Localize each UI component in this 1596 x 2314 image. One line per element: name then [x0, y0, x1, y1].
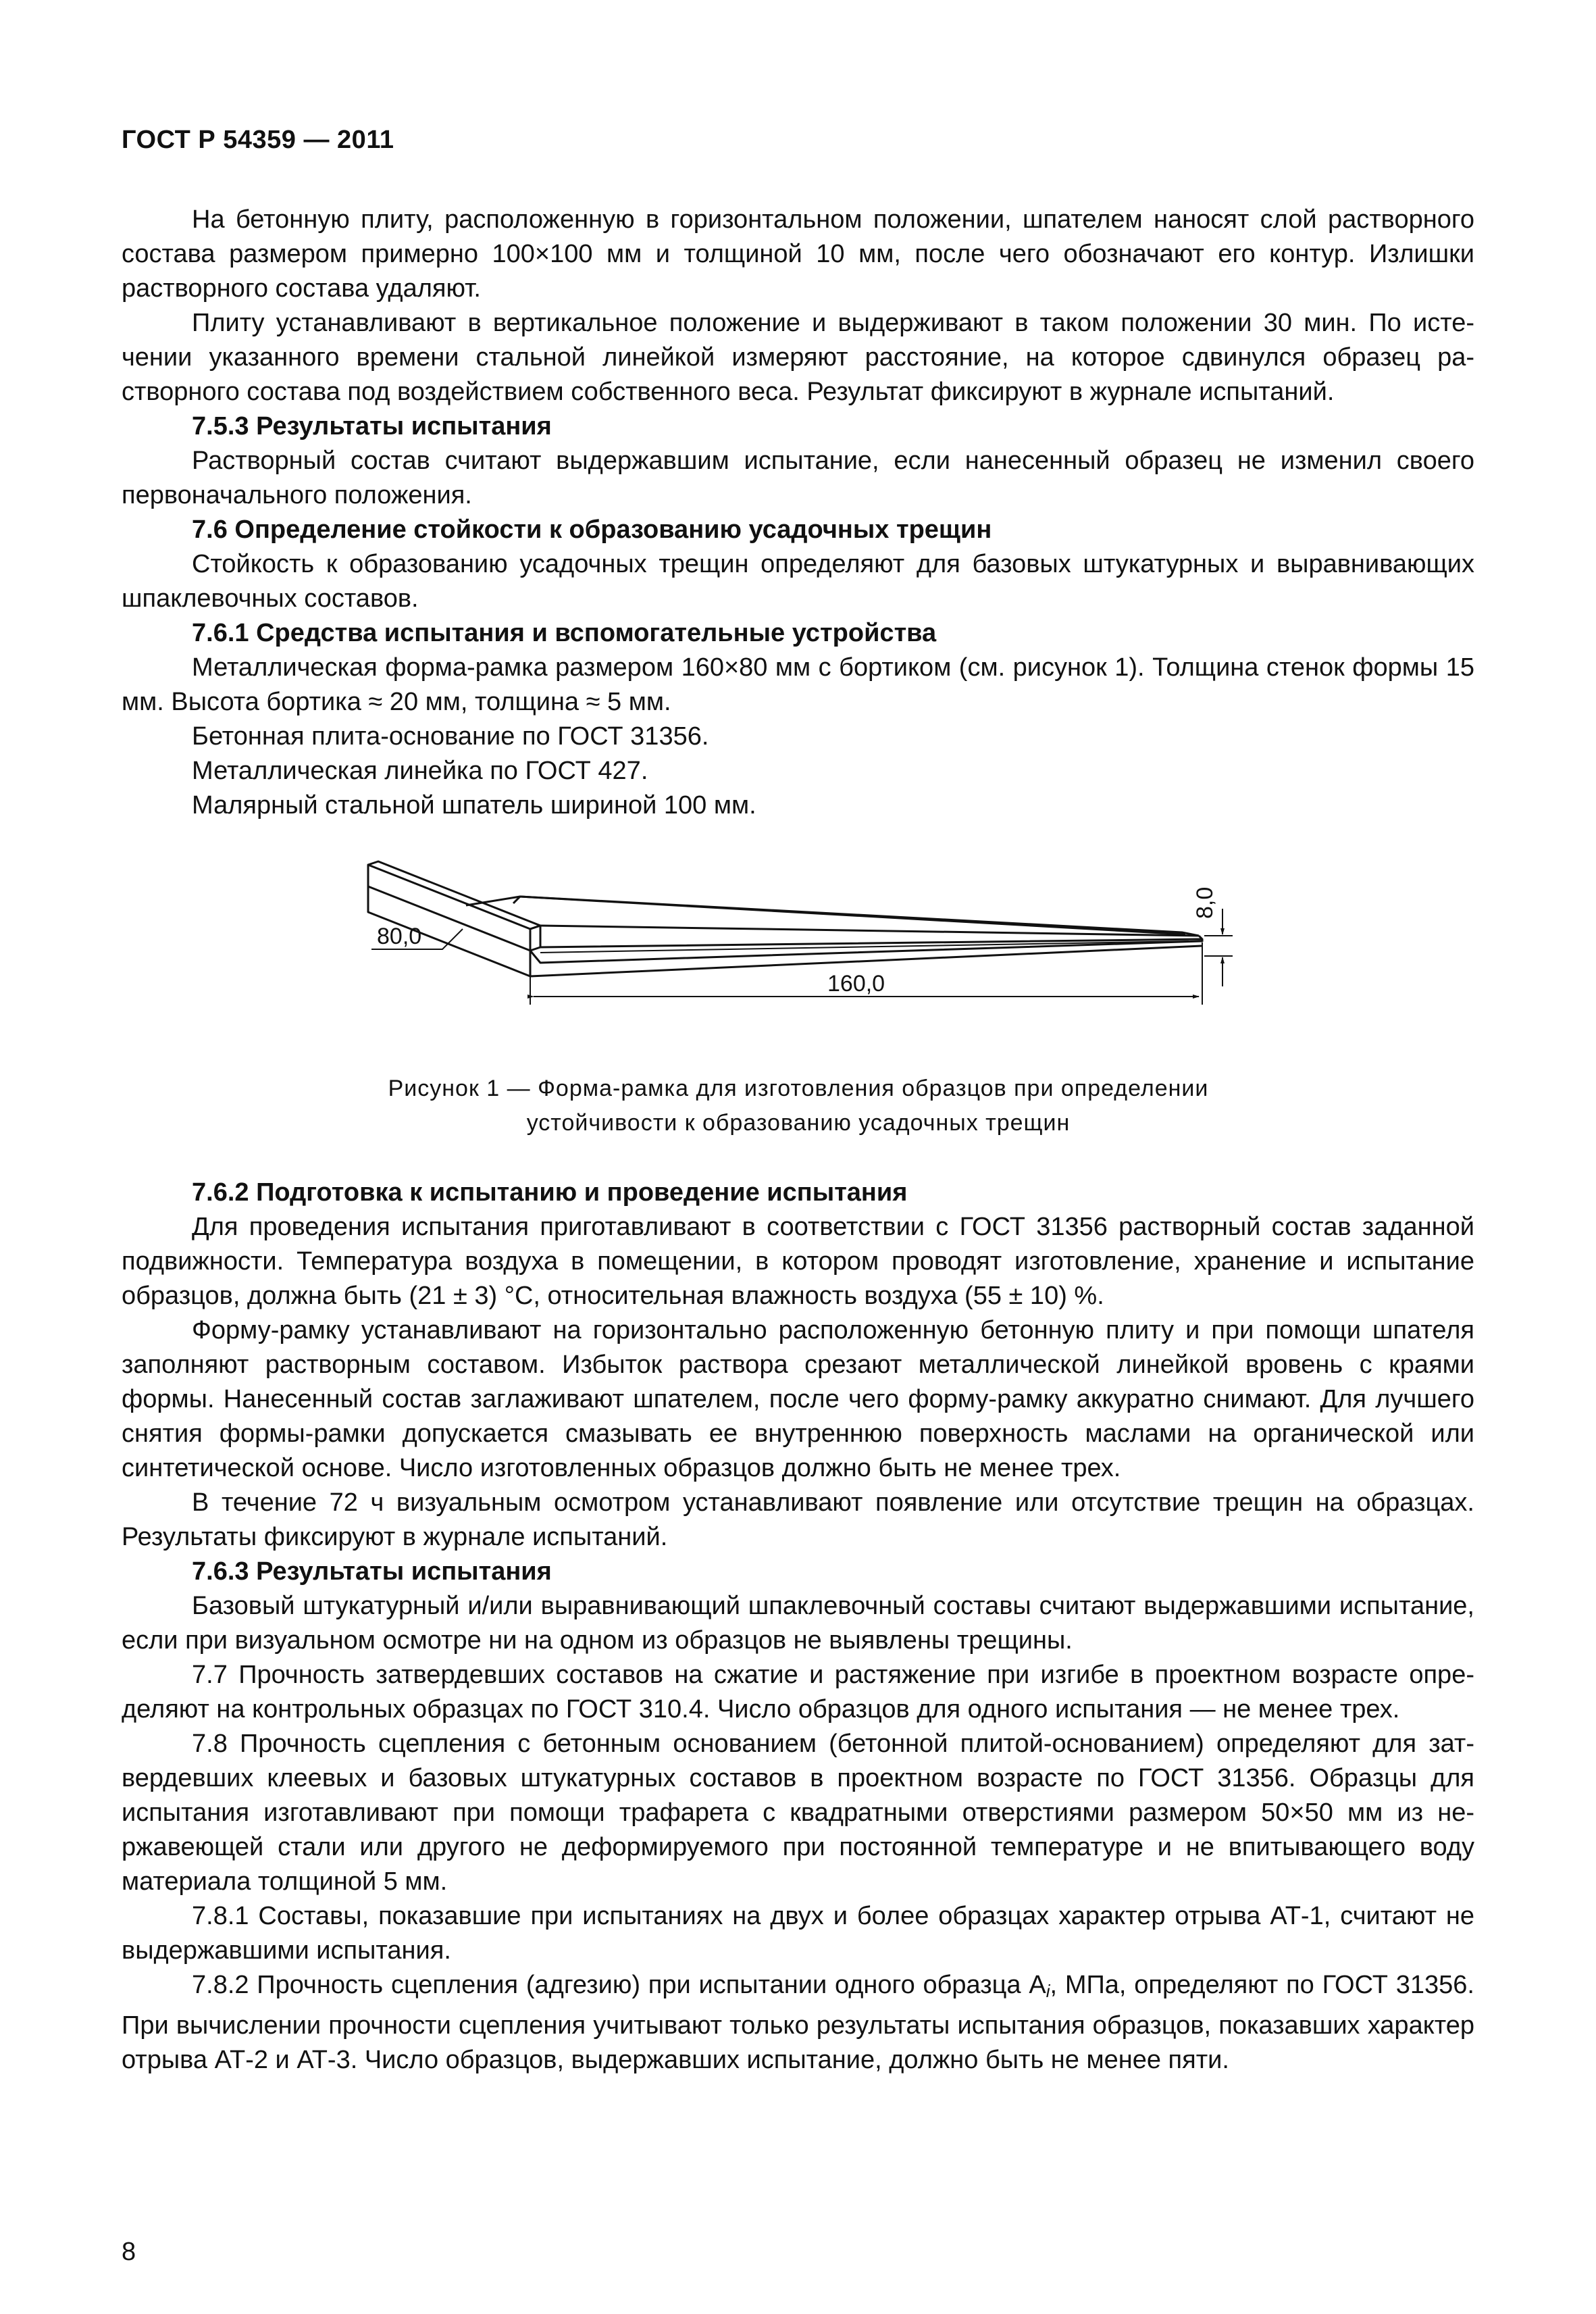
text-run: , МПа, определяют по ГОСТ 31356. При вычислении прочности сцепления учитывают только результаты испытания образцов, показавших характер отрыва АТ-2 и АТ-3. Число образцов, выдержавших испытание, должно быть не менее пяти. [122, 1971, 1474, 2074]
paragraph: Плиту устанавливают в вертикальное положение и выдерживают в таком положении 30 мин. По истечении указанного времени стальной линейкой измеряют расстояние, на которое сдвинулся образец растворного состава под воздействием собственного веса. Результат фиксируют в журнале испытаний. [122, 309, 1474, 406]
document-header: ГОСТ Р 54359 — 2011 [122, 126, 394, 154]
paragraph: Базовый штукатурный и/или выравнивающий шпаклевочный составы считают выдержавшими испытание, если при визуальном осмотре ни на одном из образцов не выявлены трещины. [122, 1592, 1474, 1655]
text-block-1 [122, 203, 1474, 823]
paragraph: Растворный состав считают выдержавшим испытание, если нанесенный образец не изменил своего первоначального положения. [122, 447, 1474, 509]
paragraph: 7.7 Прочность затвердевших составов на сжатие и растяжение при изгибе в проектном возрасте определяют на контрольных образцах по ГОСТ 310.4. Число образцов для одного испытания — не менее трех. [122, 1661, 1474, 1724]
subscript: i [1046, 1981, 1050, 2001]
text-run: 7.8.2 Прочность сцепления (адгезию) при испытании одного образца А [192, 1971, 1046, 1999]
section-heading: 7.6 Определение стойкости к образованию усадочных трещин [192, 515, 992, 544]
paragraph: В течение 72 ч визуальным осмотром устанавливают появление или отсутствие трещин на образцах. Результаты фиксируют в журнале испытаний. [122, 1488, 1474, 1551]
caption-line: Рисунок 1 — Форма-рамка для изготовления образцов при определении [388, 1076, 1209, 1101]
paragraph: Малярный стальной шпатель шириной 100 мм. [192, 791, 756, 820]
figure-caption [257, 1072, 1340, 1140]
paragraph: Форму-рамку устанавливают на горизонтально расположенную бетонную плиту и при помощи шпателя заполняют растворным составом. Избыток раствора срезают металлической линейкой вровень с краями формы. Нанесенный состав заглаживают шпателем, после чего форму-рамку аккуратно снимают. Для лучшего снятия формы-рамки допускается смазывать ее внутреннюю поверхность маслами на органической или синтетической основе. Число изготовленных образцов должно быть не менее трех. [122, 1316, 1474, 1482]
paragraph: Для проведения испытания приготавливают в соответствии с ГОСТ 31356 растворный состав заданной подвижности. Температура воздуха в помещении, в котором проводят изготовление, хранение и испытание образцов, должна быть (21 ± 3) °С, относительная влажность воздуха (55 ± 10) %. [122, 1213, 1474, 1310]
paragraph: 7.8.1 Составы, показавшие при испытаниях на двух и более образцах характер отрыва АТ-1, считают не выдержавшими испытания. [122, 1902, 1474, 1965]
frame-right-end [540, 936, 1202, 947]
form-frame-figure [351, 855, 1250, 1037]
paragraph: Металлическая форма-рамка размером 160×80 мм с бортиком (см. рисунок 1). Толщина стенок формы 15 мм. Высота бортика ≈ 20 мм, толщина ≈ 5 мм. [122, 653, 1474, 716]
paragraph: На бетонную плиту, расположенную в горизонтальном положении, шпателем наносят слой растворного состава размером примерно 100×100 мм и толщиной 10 мм, после чего обозначают его контур. Излишки растворного состава удаляют. [122, 205, 1474, 303]
paragraph [122, 1968, 1474, 2078]
paragraph: 7.8 Прочность сцепления с бетонным основанием (бетонной плитой-основанием) определяют для затвердевших клеевых и базовых штукатурных составов в проектном возрасте по ГОСТ 31356. Образцы для испытания изготавливают при помощи трафарета с квадратными отверстиями размером 50×50 мм из нержавеющей стали или другого не деформируемого при постоянной температуре и не впитывающего воду материала толщиной 5 мм. [122, 1730, 1474, 1896]
caption-line: устойчивости к образованию усадочных трещин [526, 1110, 1071, 1136]
paragraph: Бетонная плита-основание по ГОСТ 31356. [192, 722, 709, 751]
section-heading: 7.6.1 Средства испытания и вспомогательные устройства [192, 619, 937, 647]
paragraph: Стойкость к образованию усадочных трещин определяют для базовых штукатурных и выравнивающих шпаклевочных составов. [122, 550, 1474, 613]
width-dimension-label: 80,0 [377, 924, 422, 949]
text-block-2 [122, 1176, 1474, 2078]
section-heading: 7.6.3 Результаты испытания [192, 1557, 552, 1586]
section-heading: 7.5.3 Результаты испытания [192, 412, 552, 441]
page-number: 8 [122, 2238, 136, 2266]
height-dimension-label: 8,0 [1192, 886, 1218, 919]
paragraph: Металлическая линейка по ГОСТ 427. [192, 757, 648, 785]
length-dimension-label: 160,0 [827, 971, 885, 997]
section-heading: 7.6.2 Подготовка к испытанию и проведение испытания [192, 1178, 908, 1207]
